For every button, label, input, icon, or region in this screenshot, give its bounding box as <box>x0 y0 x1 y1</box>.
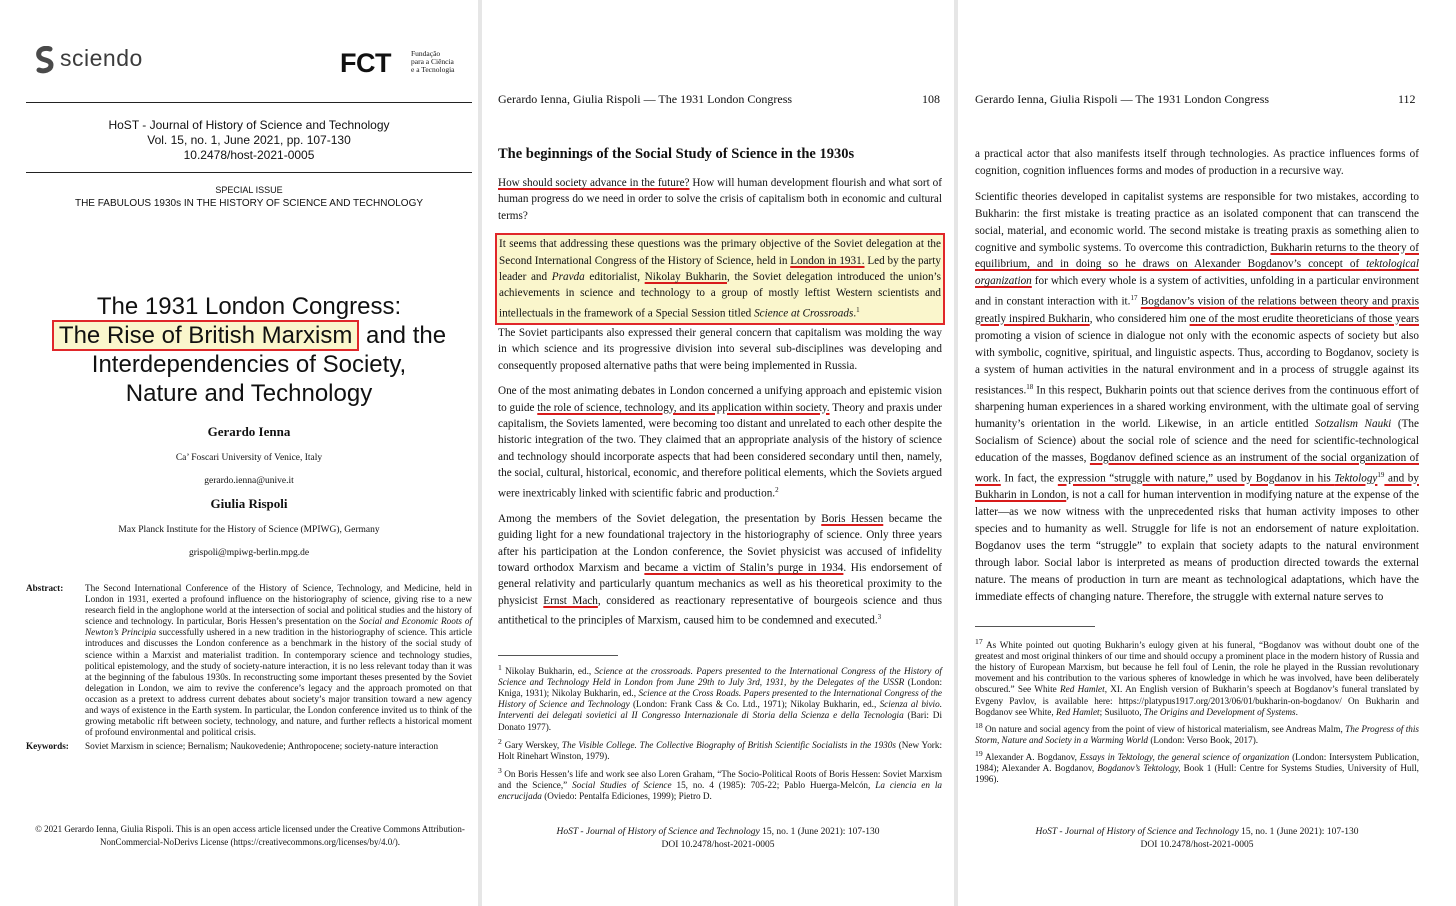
special-issue <box>26 184 472 210</box>
article-title: The 1931 London Congress: The Rise of British Marxism and the Interdependencies of Society, Nature and Technology <box>10 292 478 408</box>
underlined-passage: Ernst Mach <box>543 594 598 607</box>
footnotes <box>498 662 942 802</box>
fct-caption: Fundação para a Ciência e a Tecnologia <box>411 49 455 74</box>
footnote-rule <box>498 655 618 656</box>
title-highlight: The Rise of British Marxism <box>52 320 359 351</box>
underlined-passage: How should society advance in the future? <box>498 177 690 189</box>
running-head: Gerardo Ienna, Giulia Rispoli — The 1931 London Congress <box>498 92 793 106</box>
paragraph: Among the members of the Soviet delegation, the presentation by Boris Hessen became the guiding light for a new foundational trajectory in the historiography of science. Only three years after his participation at the London conference, the Soviet physicist was accused of infidelity toward orthodox Marxism and became a victim of Stalin’s purge in 1934. His endorsement of general relativity and particularly quantum mechanics as well as his theoretical proximity to the physicist Ernst Mach, considered as reactionary representative of bourgeois science and thus antithetical to the principles of Marxism, caused him to be condemned and executed.$^3$ <box>498 512 943 627</box>
running-head: Gerardo Ienna, Giulia Rispoli — The 1931 London Congress <box>975 92 1270 106</box>
author-affiliation: Max Planck Institute for the History of Science (MPIWG), Germany <box>118 525 380 535</box>
body-text <box>975 146 1419 606</box>
underlined-passage: London in 1931. <box>790 254 865 267</box>
footnote: $^{19}$ Alexander A. Bogdanov, Essays in Tektology, the general science of organization (London: Intersystem Publication, 1984); Alexander A. Bogdanov, Bogdanov’s Tektology, Book 1 (Hull: Centre for Systems Studies, University of Hull, 1996). <box>975 748 1419 785</box>
footnote-ref[interactable]: 2 <box>775 485 779 494</box>
footnote: $^{18}$ On nature and social agency from the point of view of historical materialism, see Andreas Malm, The Progress of this Storm, Nature and Society in a Warming World (London: Verso Book, 2017). <box>975 720 1420 745</box>
underlined-passage: the role of science, technology, and its application within society. <box>537 401 830 414</box>
paragraph: It seems that addressing these questions was the primary objective of the Soviet delegation at the Second International Congress of the History of Science, held in London in 1931. Led by the party leader and Pravda editorialist, Nikolay Bukharin, the Soviet delegation introduced the union’s achievements in science and technology to a group of mostly leftist Western scientists and intellectuals in the framework of a Special Session titled Science at Crossroads.$^1$ <box>499 238 941 320</box>
page-footer: HoST - Journal of History of Science and Technology 15, no. 1 (June 2021): 107-130 DOI 10.2478/host-2021-0005 <box>556 827 880 850</box>
page-108 <box>482 0 954 906</box>
footnote: $^1$ Nikolay Bukharin, ed., Science at the crossroads. Papers presented to the International Congress of the History of Science and Technology Held in London from June 29th to July 3rd, 1931, by the Delegates of the USSR (London: Kniga, 1931); Nikolay Bukharin, ed., Science at the Cross Roads. Papers presented to the International Congress of the History of Science and Technology (London: Frank Cass & Co. Ltd., 1971); Nikolay Bukharin, ed., Scienza al bivio. Interventi dei delegati sovietici al II Congresso Internazionale di Storia della Scienza e della Tecnologia (Bari: Di Donato 1977). <box>498 663 943 732</box>
special-issue-label: SPECIAL ISSUE <box>215 185 283 195</box>
special-issue-title: THE FABULOUS 1930s IN THE HISTORY OF SCIENCE AND TECHNOLOGY <box>74 198 424 209</box>
authors-block <box>26 424 472 558</box>
page-footer: HoST - Journal of History of Science and Technology 15, no. 1 (June 2021): 107-130 DOI 10.2478/host-2021-0005 <box>1035 827 1359 850</box>
underlined-passage: and by Bukharin in London <box>975 472 1419 502</box>
author-affiliation: Ca’ Foscari University of Venice, Italy <box>175 453 323 463</box>
footnote-ref[interactable]: 19 <box>1377 470 1385 479</box>
underlined-passage: Bogdanov’s vision of the relations between theory and praxis greatly inspired Bukharin <box>975 295 1419 325</box>
body-text <box>498 175 942 629</box>
footnote: $^2$ Gary Werskey, The Visible College. The Collective Biography of British Scientific Socialists in the 1930s (New York: Holt Rinehart Winston, 1979). <box>498 736 943 761</box>
title-page <box>0 0 478 906</box>
fct-logo <box>340 48 455 79</box>
sciendo-wordmark: sciendo <box>60 45 143 71</box>
author-email: grispoli@mpiwg-berlin.mpg.de <box>188 548 310 558</box>
underlined-passage: expression “struggle with nature,” used by Bogdanov in his <box>1057 472 1335 485</box>
keywords <box>26 741 472 752</box>
page-112 <box>958 0 1456 906</box>
keywords-text: Soviet Marxism in science; Bernalism; Naukovedenie; Anthropocene; society-nature interaction <box>85 741 439 752</box>
footnote-ref[interactable]: 3 <box>877 613 882 622</box>
journal-volume: Vol. 15, no. 1, June 2021, pp. 107-130 <box>147 133 351 147</box>
page-number: 112 <box>1398 92 1416 106</box>
footnotes <box>975 636 1419 785</box>
footnote-ref[interactable]: 17 <box>1130 294 1138 303</box>
footnote-rule <box>975 626 1095 627</box>
underlined-passage: Nikolay Bukharin <box>644 271 727 284</box>
header-rule <box>26 102 472 103</box>
underlined-passage: Bukharin returns to the theory of equilibrium, and in doing so he draws on Alexander Bogdanov’s concept of <box>975 241 1419 271</box>
underlined-passage: Boris Hessen <box>821 512 884 525</box>
abstract-label: Abstract: <box>26 583 64 593</box>
abstract <box>26 583 472 752</box>
journal-block <box>26 118 472 163</box>
footnote: $^3$ On Boris Hessen’s life and work see also Loren Graham, “The Socio-Political Roots of Boris Hessen: Soviet Marxism and the Science,” Social Studies of Science 15, no. 4 (1985): 705-22; Pablo Huerga-Melcón, La ciencia en la encrucijada (Oviedo: Pentalfa Ediciones, 1999); Pietro D. <box>498 765 942 802</box>
keywords-label: Keywords: <box>26 741 69 752</box>
paragraph: Scientific theories developed in capitalist systems are responsible for two mistakes, according to Bukharin: the first mistake is treating practice as an isolated component that can transcend the social, material, and economic world. The second mistake is treating praxis as something alien to cognitive and symbolic systems. To overcome this contradiction, Bukharin returns to the theory of equilibrium, and in doing so he draws on Alexander Bogdanov’s concept of tektological organization for which every whole is a system of activities, unfolding in a particular environment and in constant interaction with it.$^{17}$ Bogdanov’s vision of the relations between theory and praxis greatly inspired Bukharin, who considered him one of the most erudite theoreticians of those years promoting a vision of science in dialogue not only with the economic aspects of society but also with symbolic, cognitive, spiritual, and linguistic aspects. Thus, according to Bogdanov, society is a system of human activities in the natural environment and in a process of struggle against its resistances.$^{18}$ In this respect, Bukharin points out that science derives from the continuous effort of sharpening human experiences in a shared working environment, with the ultimate goal of serving humanity’s orientation in the world. Likewise, in an article entitled Sotzalism Nauki (The Socialism of Science) about the social role of science and the need for scientific-technological education of the masses, Bogdanov defined science as an instrument of the social organization of work. In fact, the expression “struggle with nature,” used by Bogdanov in his Tektology$^{19}$ and by Bukharin in London, is not a call for human intervention in modifying nature at the expense of the latter—as we now witness with the unprecedented risks that human activity imposes to other species and to humanity as well. Struggle for life is not an endorsement of nature exploitation. Bogdanov uses the term “struggle” to explain that society adapts to the natural environment through labor. Social labor is interpreted as means of production directed towards the external nature. The means of production in turn are meant as technological adaptations, which have the immediate effects of changing nature. Therefore, the struggle with external nature serves to <box>975 190 1420 603</box>
paragraph: a practical actor that also manifests itself through technologies. As practice influences forms of cognition, cognition influences forms and modes of production in a recursive way. <box>975 148 1419 177</box>
footnote-ref[interactable]: 18 <box>1026 382 1034 391</box>
sciendo-logo <box>34 45 143 79</box>
fct-wordmark: FCT <box>340 48 391 78</box>
paragraph: How should society advance in the future? How will human development flourish and what sort of human progress do we need in order to solve the crisis of capitalism both in economic and cultural terms? <box>498 177 942 222</box>
page-number: 108 <box>922 92 940 106</box>
journal-doi: 10.2478/host-2021-0005 <box>183 148 315 162</box>
journal-name: HoST - Journal of History of Science and Technology <box>108 118 390 132</box>
journal-rule <box>26 172 472 173</box>
footnote: $^{17}$ As White pointed out quoting Bukharin’s eulogy given at his funeral, “Bogdanov was without doubt one of the greatest and most original thinkers of our time and should occupy a prominent place in the modern history of Russia and the history of European Marxism, but because he fell foul of Lenin, the role he played in the Russian revolutionary movement and his contribution to the various spheres of knowledge in which he was involved, have been deliberately obscured.” See White Red Hamlet, XI. An English version of Bukharin’s speech at Bogdanov’s funeral translated by Evgeny Pavlov, is available here: https://platypus1917.org/2013/06/01/bukharin-on-bogdanov/ On Bukharin and Bogdanov see White, Red Hamlet; Susiluoto, The Origins and Development of Systems. <box>975 637 1419 717</box>
author-name: Gerardo Ienna <box>207 424 291 439</box>
underlined-passage: one of the most erudite theoreticians of those years <box>1189 312 1420 325</box>
underlined-passage: tektological organization <box>975 258 1419 288</box>
highlighted-passage <box>495 233 945 325</box>
underlined-passage: became a victim of Stalin’s purge in 1934 <box>644 562 844 574</box>
underlined-passage: Bogdanov defined science as an instrument of the social organization of work. <box>975 451 1419 485</box>
sciendo-icon <box>34 46 56 74</box>
section-title: The beginnings of the Social Study of Science in the 1930s <box>498 146 855 162</box>
license-note: © 2021 Gerardo Ienna, Giulia Rispoli. This is an open access article licensed under the Creative Commons Attribution-NonCommercial-NoDerivs License (https://creativecommons.org/licenses/by/4.0/). <box>35 824 465 847</box>
paragraph: One of the most animating debates in London concerned a unifying approach and epistemic vision to guide the role of science, technology, and its application within society. Theory and praxis under capitalism, the Soviets lamented, were becoming too distant and unrelated to each other despite the historic integration of the two. They claimed that an appropriate analysis of the history of science and technology should incorporate aspects that had been considered secondary until then, namely, the social, cultural, historical, economic, and therefore political elements, which the Soviets argued were inextricably linked with scientific fabric and production.$^2$ <box>498 385 943 500</box>
paragraph: The Soviet participants also expressed their general concern that capitalism was molding the way in which science and its progressive division into several sub-disciplines was developing and consequently proposed alternative paths that were being implemented in Russia. <box>498 326 942 372</box>
author-email: gerardo.ienna@unive.it <box>204 476 294 486</box>
author-name: Giulia Rispoli <box>210 496 288 511</box>
abstract-text: The Second International Conference of the History of Science, Technology, and Medicine, held in London in 1931, exerted a profound influence on the historiography of science, giving rise to a new research field in the anglophone world at the intersection of social and political studies and the history of science and technology. In particular, Boris Hessen’s presentation on the Social and Economic Roots of Newton’s Principia successfully ushered in a new tradition in the historiography of science. This article introduces and discusses the London conference as a benchmark in the history of the social study of science within a Marxist and materialist tradition. In contemporary science and technology studies, political epistemology, and the study of society-nature interaction, it is no less relevant today than it was at the beginning of the fabulous 1930s. In reconstructing some important theses presented by the Soviet delegation in London, we aim to revive the conference’s legacy and the approach promoted on that occasion as a pretext to address current debates about society’s major transition toward a new agency and ways of existence in the Earth system. In particular, the London conference invited us to think of the growing metabolic rift between society, technology, and nature, and further reflects a historical moment of profound environmental and political crisis. <box>85 583 472 738</box>
footnote-ref[interactable]: 1 <box>856 305 860 314</box>
